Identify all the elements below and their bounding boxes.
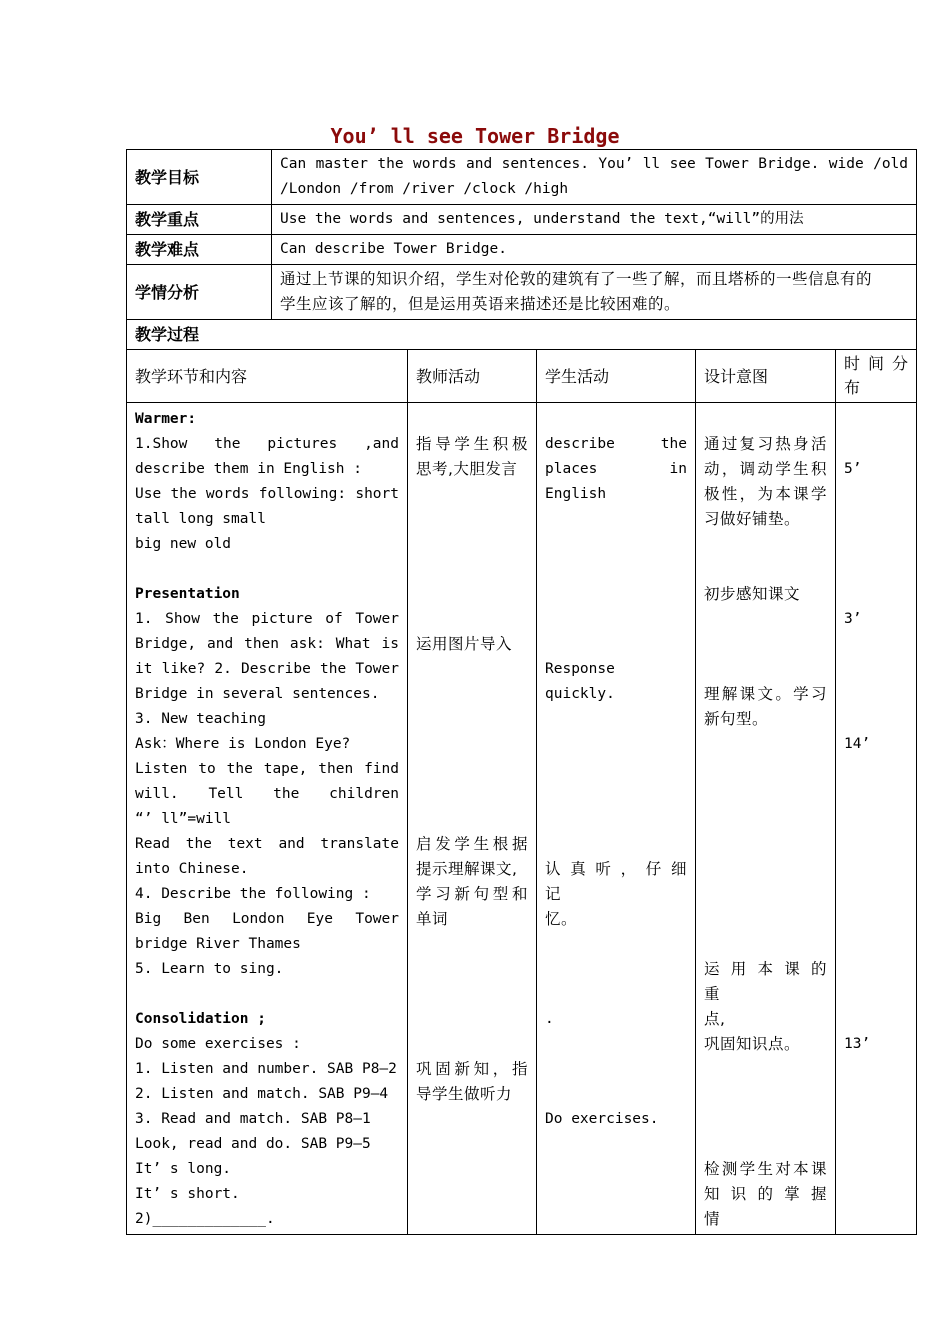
time-cell: 5’ 3’ 14’ 13’ <box>836 403 917 1235</box>
row-analysis <box>127 265 917 320</box>
student-activity-cell: describe the places in English Response quickly. 认 真 听 ， 仔 细 记 忆。 . Do exercises. <box>537 403 696 1235</box>
process-body-row <box>127 403 917 1235</box>
label-process: 教学过程 <box>127 320 917 350</box>
label-objectives: 教学目标 <box>127 150 272 205</box>
content-cell: Warmer: 1.Show the pictures ,and describe them in English : Use the words following: short tall long small big new old Presentation 1. Show the picture of Tower Bridge, and then ask: What is it like? 2. Describe the Tower Bridge in several sentences. 3. New teaching Ask：Where is London Eye? Listen to the tape, then find will. Tell the children “’ ll”=will Read the text and translate into Chinese. 4. Describe the following : Big Ben London Eye Tower bridge River Thames 5. Learn to sing. Consolidation ; Do some exercises : 1. Listen and number. SAB P8—2 2. Listen and match. SAB P9—4 3. Read and match. SAB P8—1 Look, read and do. SAB P9—5 It’ s long. It’ s short. 2)_____________. <box>127 403 408 1235</box>
consolidation-heading: Consolidation ; <box>135 1011 266 1027</box>
label-difficulties: 教学难点 <box>127 235 272 265</box>
design-intent-cell: 通过复习热身活 动，调动学生积 极性，为本课学 习做好铺垫。 初步感知课文 理解课文。学习 新句型。 运 用 本 课 的 重 点, 巩固知识点。 检测学生对本课 知 识 的 掌 握 情 <box>696 403 836 1235</box>
col-header-student: 学生活动 <box>537 350 696 403</box>
value-difficulties: Can describe Tower Bridge. <box>272 235 917 265</box>
col-header-teacher: 教师活动 <box>408 350 537 403</box>
teacher-activity-cell: 指导学生积极 思考,大胆发言 运用图片导入 启发学生根据 提示理解课文, 学习新句型和 单词 巩固新知，指 导学生做听力 <box>408 403 537 1235</box>
warmer-heading: Warmer: <box>135 411 197 427</box>
label-key-points: 教学重点 <box>127 205 272 235</box>
label-analysis: 学情分析 <box>127 265 272 320</box>
row-key-points <box>127 205 917 235</box>
col-header-time: 时 间 分 布 <box>836 350 917 403</box>
presentation-heading: Presentation <box>135 586 240 602</box>
lesson-plan-table <box>126 149 917 1235</box>
column-header-row <box>127 350 917 403</box>
row-process <box>127 320 917 350</box>
value-objectives: Can master the words and sentences. You’ ll see Tower Bridge. wide /old /London /from /river /clock /high <box>272 150 917 205</box>
row-objectives <box>127 150 917 205</box>
col-header-content: 教学环节和内容 <box>127 350 408 403</box>
document-title: You’ ll see Tower Bridge <box>330 124 620 148</box>
col-header-intent: 设计意图 <box>696 350 836 403</box>
value-analysis: 通过上节课的知识介绍，学生对伦敦的建筑有了一些了解，而且塔桥的一些信息有的 学生应该了解的，但是运用英语来描述还是比较困难的。 <box>272 265 917 320</box>
row-difficulties <box>127 235 917 265</box>
value-key-points: Use the words and sentences, understand the text,“will”的用法 <box>272 205 917 235</box>
